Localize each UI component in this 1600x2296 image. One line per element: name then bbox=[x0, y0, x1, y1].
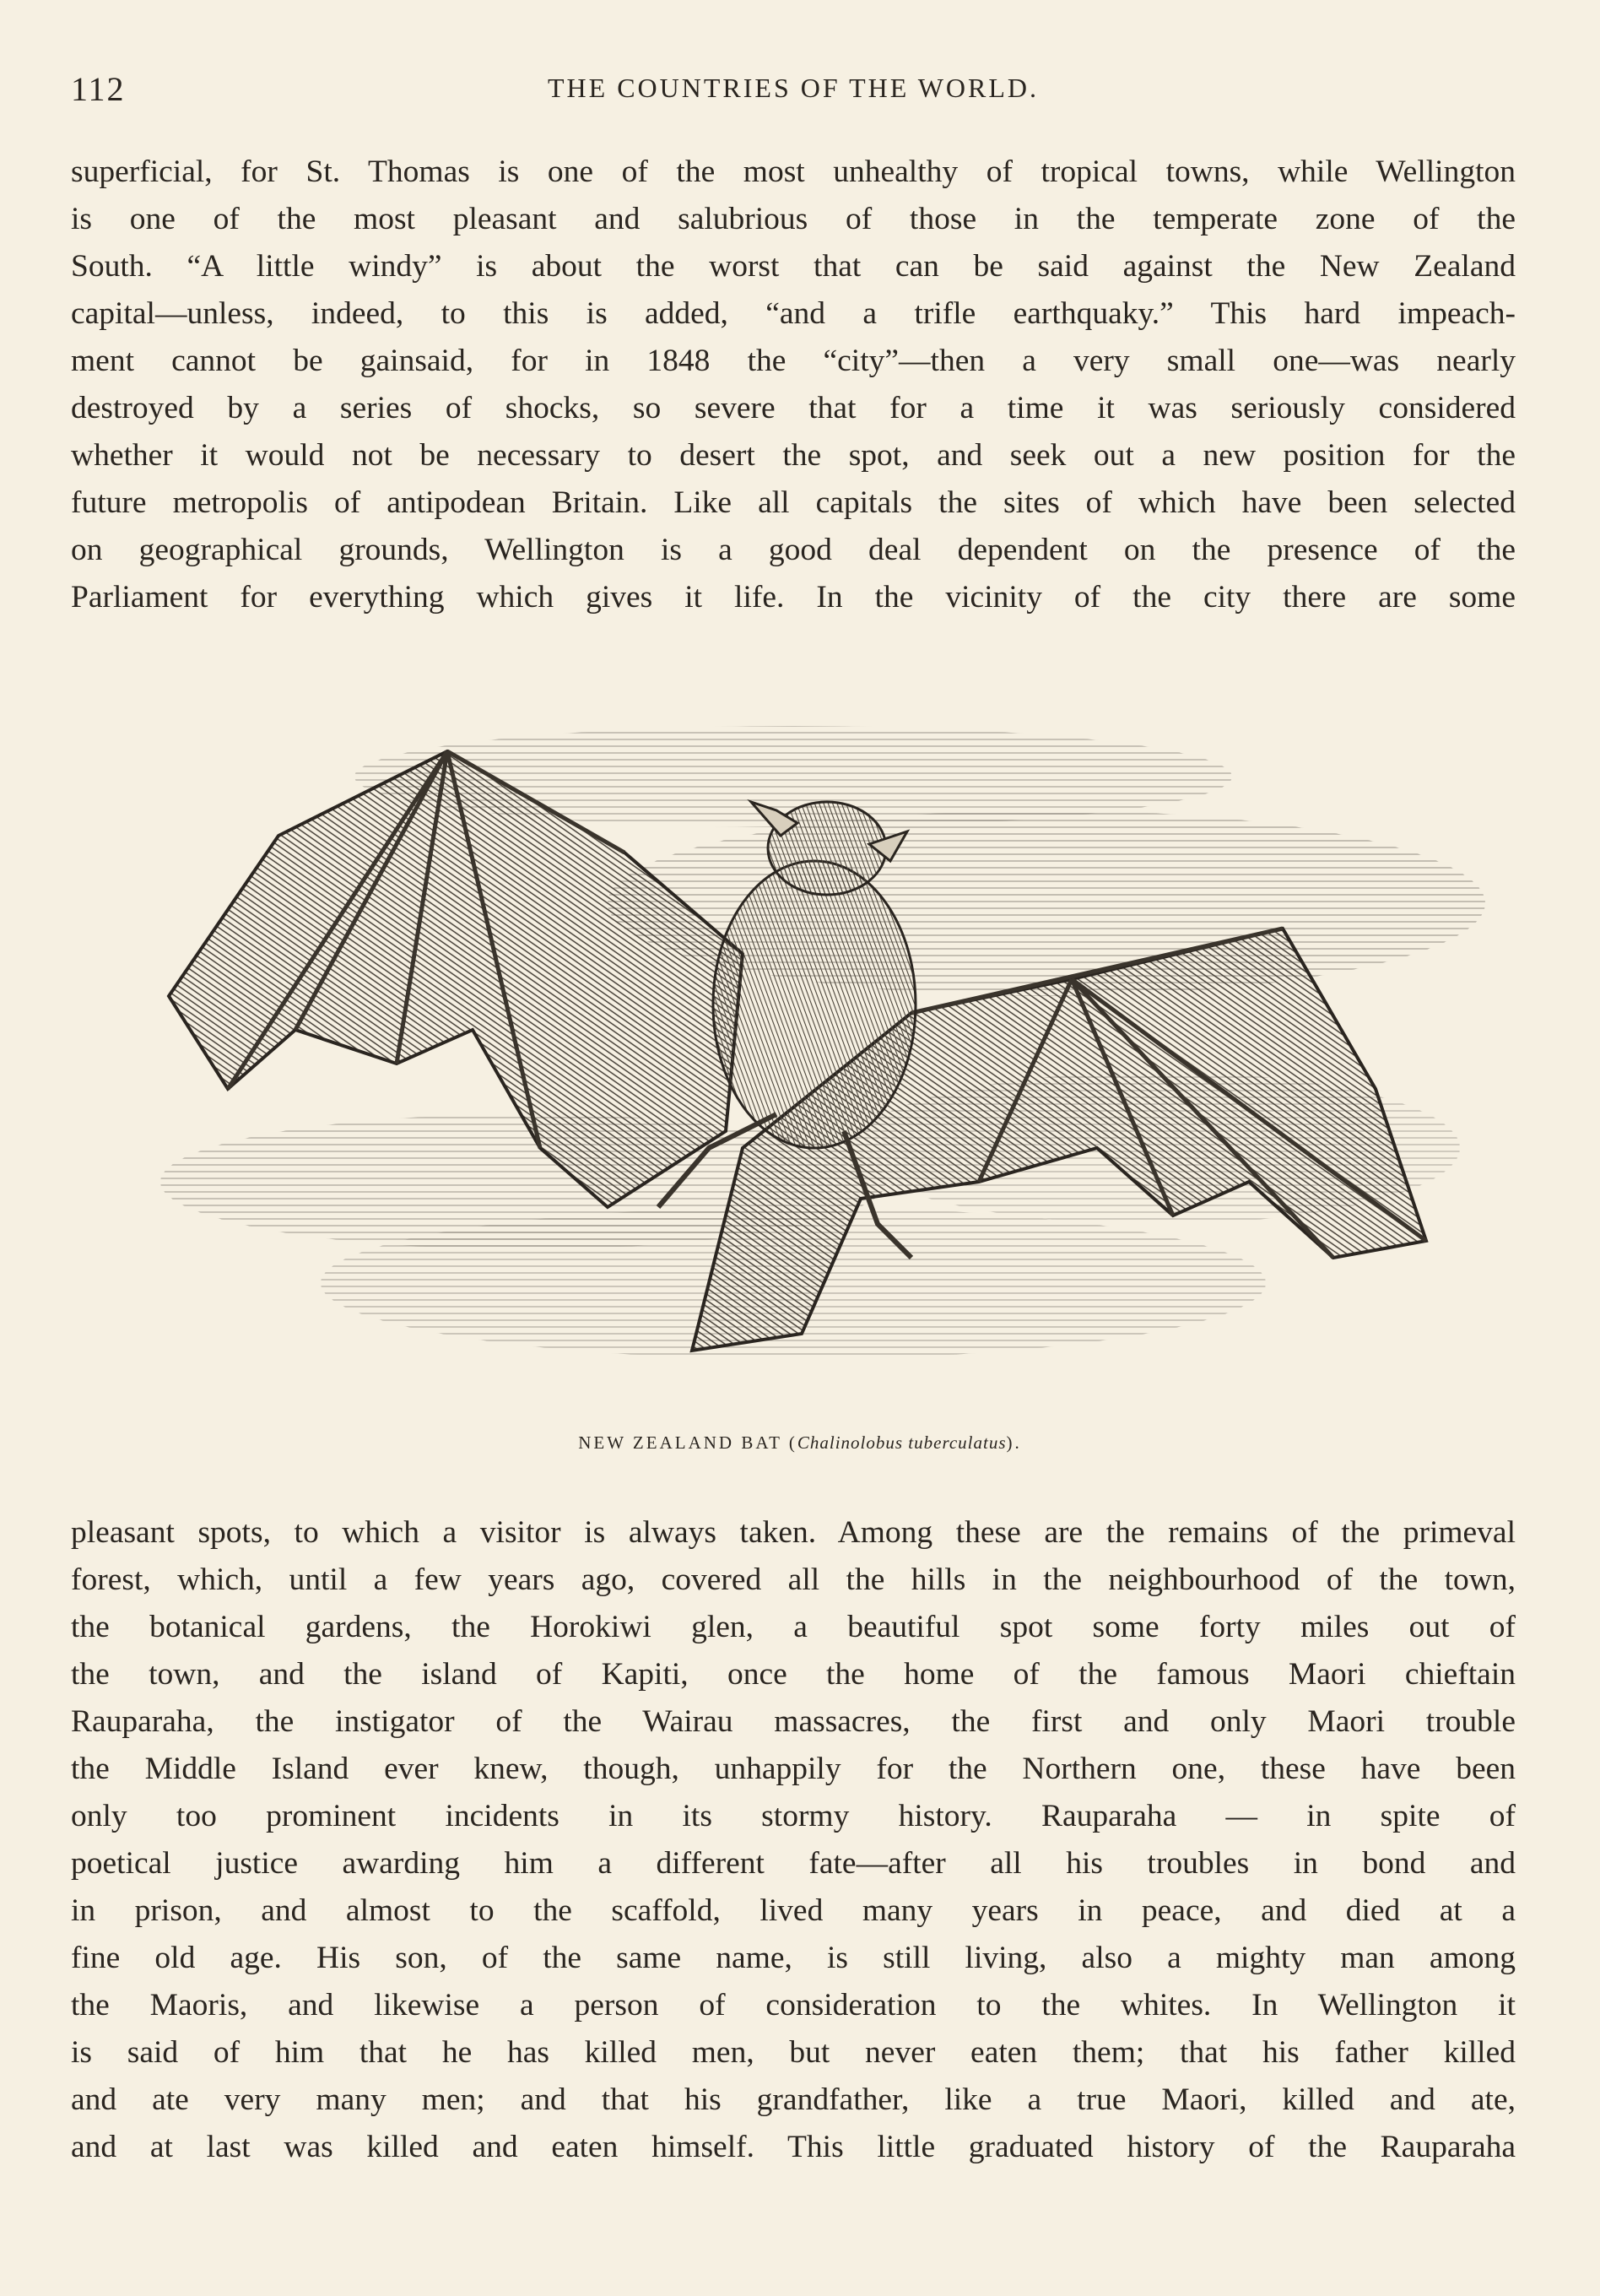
text-line: ment cannot be gainsaid, for in 1848 the “city”—then a very small one—was nearly bbox=[71, 344, 1516, 378]
text-line: the Maoris, and likewise a person of consideration to the whites. In Wellington it bbox=[71, 1988, 1516, 2023]
text-line: capital—unless, indeed, to this is added, “and a trifle earthquaky.” This hard impeach- bbox=[71, 296, 1516, 331]
text-line: South. “A little windy” is about the worst that can be said against the New Zealand bbox=[71, 249, 1516, 284]
page-header bbox=[71, 69, 1516, 111]
text-line: the botanical gardens, the Horokiwi glen, a beautiful spot some forty miles out of bbox=[71, 1610, 1516, 1644]
text-line: on geographical grounds, Wellington is a good deal dependent on the presence of the bbox=[71, 533, 1516, 567]
text-line: Rauparaha, the instigator of the Wairau massacres, the first and only Maori trouble bbox=[71, 1704, 1516, 1739]
text-line: poetical justice awarding him a different fate—after all his troubles in bond and bbox=[71, 1846, 1516, 1881]
text-line: and ate very many men; and that his grandfather, like a true Maori, killed and ate, bbox=[71, 2082, 1516, 2117]
text-line: only too prominent incidents in its stormy history. Rauparaha — in spite of bbox=[71, 1799, 1516, 1833]
text-line: destroyed by a series of shocks, so severe that for a time it was seriously considered bbox=[71, 391, 1516, 425]
text-line: Parliament for everything which gives it life. In the vicinity of the city there are some bbox=[71, 580, 1516, 615]
caption-title: NEW ZEALAND BAT ( bbox=[578, 1432, 797, 1453]
text-line: future metropolis of antipodean Britain. Like all capitals the sites of which have been selected bbox=[71, 485, 1516, 520]
running-head: THE COUNTRIES OF THE WORLD. bbox=[547, 73, 1040, 103]
text-line: superficial, for St. Thomas is one of the most unhealthy of tropical towns, while Wellington bbox=[71, 154, 1516, 189]
caption-scientific-name: Chalinolobus tuberculatus bbox=[797, 1432, 1007, 1453]
text-line: is said of him that he has killed men, but never eaten them; that his father killed bbox=[71, 2035, 1516, 2070]
text-line: forest, which, until a few years ago, covered all the hills in the neighbourhood of the town, bbox=[71, 1562, 1516, 1597]
text-line: in prison, and almost to the scaffold, lived many years in peace, and died at a bbox=[71, 1893, 1516, 1928]
bat-body bbox=[713, 861, 916, 1148]
text-line: whether it would not be necessary to desert the spot, and seek out a new position for the bbox=[71, 438, 1516, 473]
caption-suffix: ). bbox=[1006, 1432, 1022, 1453]
text-line: is one of the most pleasant and salubrious of those in the temperate zone of the bbox=[71, 202, 1516, 236]
top-paragraph bbox=[71, 149, 1516, 621]
text-line: pleasant spots, to which a visitor is always taken. Among these are the remains of the primeval bbox=[71, 1515, 1516, 1550]
text-line: the town, and the island of Kapiti, once the home of the famous Maori chieftain bbox=[71, 1657, 1516, 1692]
figure-caption bbox=[0, 1432, 1600, 1454]
text-line: the Middle Island ever knew, though, unhappily for the Northern one, these have been bbox=[71, 1752, 1516, 1786]
text-line: and at last was killed and eaten himself. This little graduated history of the Rauparaha bbox=[71, 2130, 1516, 2164]
text-line: fine old age. His son, of the same name, is still living, also a mighty man among bbox=[71, 1941, 1516, 1975]
bottom-paragraph bbox=[71, 1509, 1516, 2171]
page-number: 112 bbox=[71, 70, 126, 108]
bat-engraving-illustration bbox=[101, 675, 1502, 1418]
